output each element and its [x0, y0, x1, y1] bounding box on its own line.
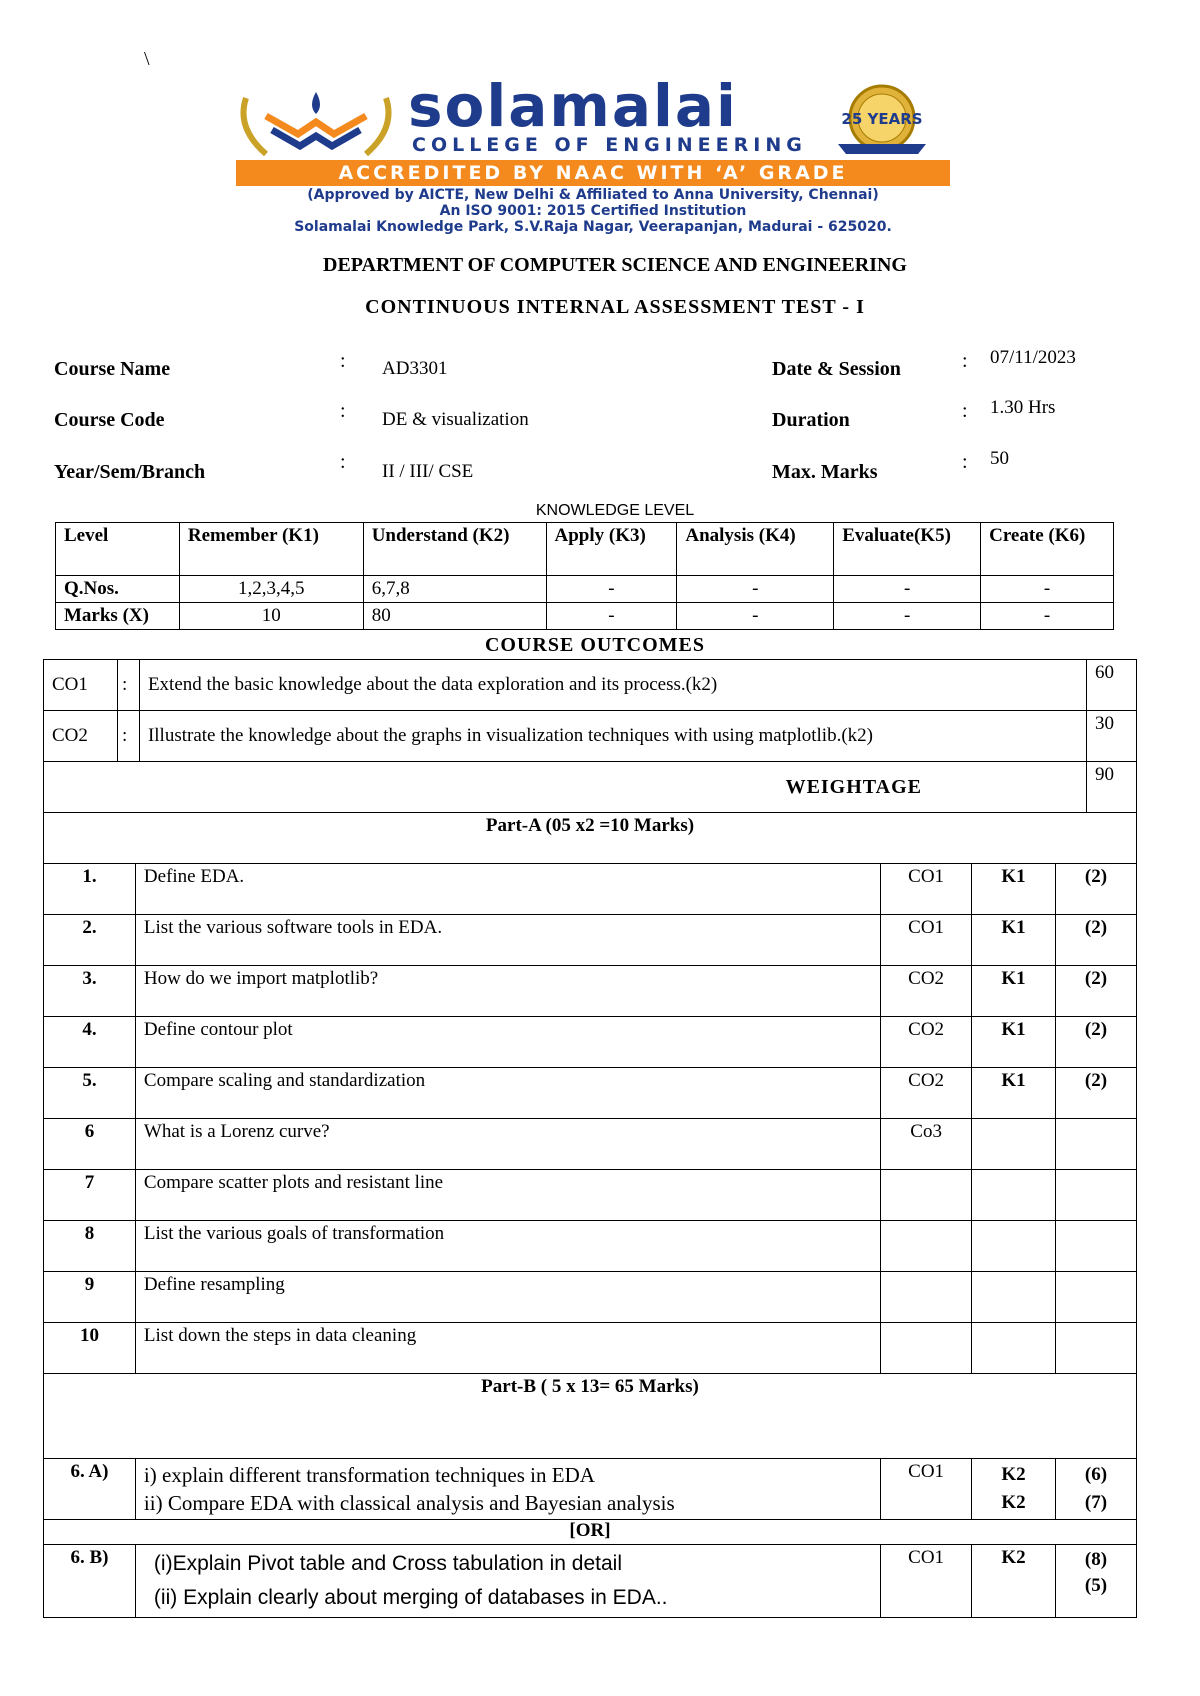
- question-number: 3.: [44, 966, 136, 1017]
- colon: :: [340, 400, 346, 422]
- kl-cell: -: [546, 603, 677, 630]
- question-co: CO1: [881, 915, 972, 966]
- address-line: Solamalai Knowledge Park, S.V.Raja Nagar, Veerapanjan, Madurai - 625020.: [294, 219, 892, 235]
- colon: :: [340, 451, 346, 473]
- question-co: [881, 1221, 972, 1272]
- co-code: CO1: [44, 660, 118, 711]
- question-row-6b: [44, 1545, 1137, 1618]
- approval-line: (Approved by AICTE, New Delhi & Affiliated to Anna University, Chennai): [307, 187, 879, 203]
- question-k: [972, 1272, 1056, 1323]
- question-co: [881, 1272, 972, 1323]
- marks-value: (8): [1084, 1549, 1108, 1570]
- question-row: [44, 1119, 1137, 1170]
- question-number: 10: [44, 1323, 136, 1374]
- kl-cell: 80: [363, 603, 546, 630]
- marks-value: (5): [1084, 1575, 1108, 1596]
- kl-cell: 10: [179, 603, 363, 630]
- question-number: 5.: [44, 1068, 136, 1119]
- question-row: [44, 1068, 1137, 1119]
- max-marks-value: 50: [990, 448, 1009, 469]
- question-row: [44, 966, 1137, 1017]
- knowledge-level-title: KNOWLEDGE LEVEL: [535, 502, 695, 519]
- co-text: Extend the basic knowledge about the data exploration and its process.(k2): [139, 660, 1086, 711]
- question-k: K2: [972, 1545, 1056, 1618]
- kl-cell: -: [834, 576, 981, 603]
- co-separator: :: [117, 711, 139, 762]
- question-row-6a: [44, 1459, 1137, 1520]
- kl-header: Remember (K1): [179, 523, 363, 576]
- kl-cell: -: [981, 576, 1114, 603]
- question-marks: [1056, 1170, 1137, 1221]
- question-number: 6. B): [44, 1545, 136, 1618]
- question-row: [44, 915, 1137, 966]
- question-text: List down the steps in data cleaning: [135, 1323, 880, 1374]
- question-text: Define contour plot: [135, 1017, 880, 1068]
- k-level: K2: [1001, 1464, 1026, 1485]
- question-co: CO1: [881, 1545, 972, 1618]
- stray-mark: \: [144, 48, 150, 70]
- kl-header: Understand (K2): [363, 523, 546, 576]
- question-number: 8: [44, 1221, 136, 1272]
- college-subtitle: COLLEGE OF ENGINEERING: [412, 134, 807, 156]
- question-row: [44, 1221, 1137, 1272]
- duration-label: Duration: [772, 409, 850, 431]
- co-text: Illustrate the knowledge about the graphs in visualization techniques with using matplotlib.(k2): [139, 711, 1086, 762]
- accreditation-banner: ACCREDITED BY NAAC WITH ‘A’ GRADE: [236, 160, 950, 186]
- question-text: Compare scaling and standardization: [135, 1068, 880, 1119]
- date-label: Date & Session: [772, 358, 901, 380]
- question-co: CO1: [881, 1459, 972, 1520]
- question-number: 9: [44, 1272, 136, 1323]
- course-outcomes-title: COURSE OUTCOMES: [484, 634, 706, 656]
- question-text: Define resampling: [135, 1272, 880, 1323]
- question-6b-line2: (ii) Explain clearly about merging of databases in EDA..: [153, 1586, 668, 1609]
- kl-header: Evaluate(K5): [834, 523, 981, 576]
- co-code: CO2: [44, 711, 118, 762]
- question-text: Compare scatter plots and resistant line: [135, 1170, 880, 1221]
- question-text: What is a Lorenz curve?: [135, 1119, 880, 1170]
- question-marks: (2): [1056, 1017, 1137, 1068]
- weightage-label: WEIGHTAGE: [44, 762, 1087, 813]
- kl-header: Create (K6): [981, 523, 1114, 576]
- question-table: [43, 812, 1137, 1618]
- iso-line: An ISO 9001: 2015 Certified Institution: [439, 203, 747, 219]
- question-k: [972, 1221, 1056, 1272]
- co-separator: :: [117, 660, 139, 711]
- kl-cell: -: [834, 603, 981, 630]
- question-marks: (2): [1056, 1068, 1137, 1119]
- part-b-title: Part-B ( 5 x 13= 65 Marks): [44, 1374, 1137, 1459]
- course-name-value: AD3301: [382, 358, 448, 379]
- kl-cell: -: [677, 576, 834, 603]
- course-outcomes-table: [43, 659, 1137, 813]
- duration-value: 1.30 Hrs: [990, 397, 1056, 418]
- k-level: K2: [1001, 1492, 1026, 1513]
- question-co: CO2: [881, 1017, 972, 1068]
- weightage-total: 90: [1087, 762, 1137, 813]
- question-k: K1: [972, 915, 1056, 966]
- question-marks: [1056, 1119, 1137, 1170]
- question-marks: [1056, 1272, 1137, 1323]
- question-marks: (2): [1056, 915, 1137, 966]
- question-row: [44, 1017, 1137, 1068]
- kl-marks-label: Marks (X): [56, 603, 180, 630]
- question-row: [44, 1323, 1137, 1374]
- question-k: [972, 1323, 1056, 1374]
- knowledge-level-table: [55, 522, 1114, 630]
- question-number: 1.: [44, 864, 136, 915]
- question-marks: (2): [1056, 966, 1137, 1017]
- course-name-label: Course Name: [54, 358, 171, 380]
- kl-header: Analysis (K4): [677, 523, 834, 576]
- question-marks: [1056, 1221, 1137, 1272]
- kl-qnos-label: Q.Nos.: [56, 576, 180, 603]
- question-k: K1: [972, 966, 1056, 1017]
- question-text: Define EDA.: [135, 864, 880, 915]
- question-number: 2.: [44, 915, 136, 966]
- colon: :: [962, 350, 968, 372]
- question-co: [881, 1323, 972, 1374]
- kl-header: Apply (K3): [546, 523, 677, 576]
- question-row: [44, 1272, 1137, 1323]
- question-6a-line1: i) explain different transformation techniques in EDA: [143, 1463, 595, 1487]
- badge-text: 25 YEARS: [841, 110, 923, 128]
- course-code-label: Course Code: [54, 409, 165, 431]
- co-weight: 60: [1087, 660, 1137, 711]
- question-text: [135, 1459, 880, 1520]
- question-k: K1: [972, 864, 1056, 915]
- or-separator: [OR]: [44, 1520, 1137, 1545]
- question-marks: [1056, 1545, 1137, 1618]
- colon: :: [962, 451, 968, 473]
- question-k: [972, 1170, 1056, 1221]
- question-marks: [1056, 1459, 1137, 1520]
- question-row: [44, 864, 1137, 915]
- kl-cell: -: [546, 576, 677, 603]
- anniversary-badge: [832, 84, 932, 160]
- question-k: [972, 1119, 1056, 1170]
- kl-cell: 1,2,3,4,5: [179, 576, 363, 603]
- question-co: [881, 1170, 972, 1221]
- question-row: [44, 1170, 1137, 1221]
- year-label: Year/Sem/Branch: [54, 461, 206, 483]
- test-title: CONTINUOUS INTERNAL ASSESSMENT TEST - I: [365, 296, 865, 318]
- question-text: List the various software tools in EDA.: [135, 915, 880, 966]
- kl-cell: -: [981, 603, 1114, 630]
- kl-header: Level: [56, 523, 180, 576]
- marks-value: (7): [1084, 1492, 1108, 1513]
- question-number: 6: [44, 1119, 136, 1170]
- question-text: How do we import matplotlib?: [135, 966, 880, 1017]
- question-k: K1: [972, 1068, 1056, 1119]
- question-number: 6. A): [44, 1459, 136, 1520]
- question-k: K1: [972, 1017, 1056, 1068]
- kl-cell: 6,7,8: [363, 576, 546, 603]
- colon: :: [962, 400, 968, 422]
- question-co: Co3: [881, 1119, 972, 1170]
- max-marks-label: Max. Marks: [772, 461, 878, 483]
- question-co: CO2: [881, 966, 972, 1017]
- question-number: 4.: [44, 1017, 136, 1068]
- question-6a-line2: ii) Compare EDA with classical analysis and Bayesian analysis: [143, 1491, 675, 1515]
- question-co: CO1: [881, 864, 972, 915]
- year-value: II / III/ CSE: [382, 461, 474, 482]
- question-text: List the various goals of transformation: [135, 1221, 880, 1272]
- question-co: CO2: [881, 1068, 972, 1119]
- co-weight: 30: [1087, 711, 1137, 762]
- question-6b-line1: (i)Explain Pivot table and Cross tabulation in detail: [153, 1552, 623, 1575]
- kl-cell: -: [677, 603, 834, 630]
- course-code-value: DE & visualization: [382, 409, 529, 430]
- question-number: 7: [44, 1170, 136, 1221]
- marks-value: (6): [1084, 1464, 1108, 1485]
- question-text: [135, 1545, 880, 1618]
- college-emblem-icon: [236, 88, 396, 160]
- question-k: [972, 1459, 1056, 1520]
- college-name: solamalai: [408, 72, 738, 140]
- date-value: 07/11/2023: [990, 347, 1076, 368]
- department-title: DEPARTMENT OF COMPUTER SCIENCE AND ENGINEERING: [323, 254, 907, 276]
- question-marks: [1056, 1323, 1137, 1374]
- question-marks: (2): [1056, 864, 1137, 915]
- colon: :: [340, 350, 346, 372]
- part-a-title: Part-A (05 x2 =10 Marks): [44, 813, 1137, 864]
